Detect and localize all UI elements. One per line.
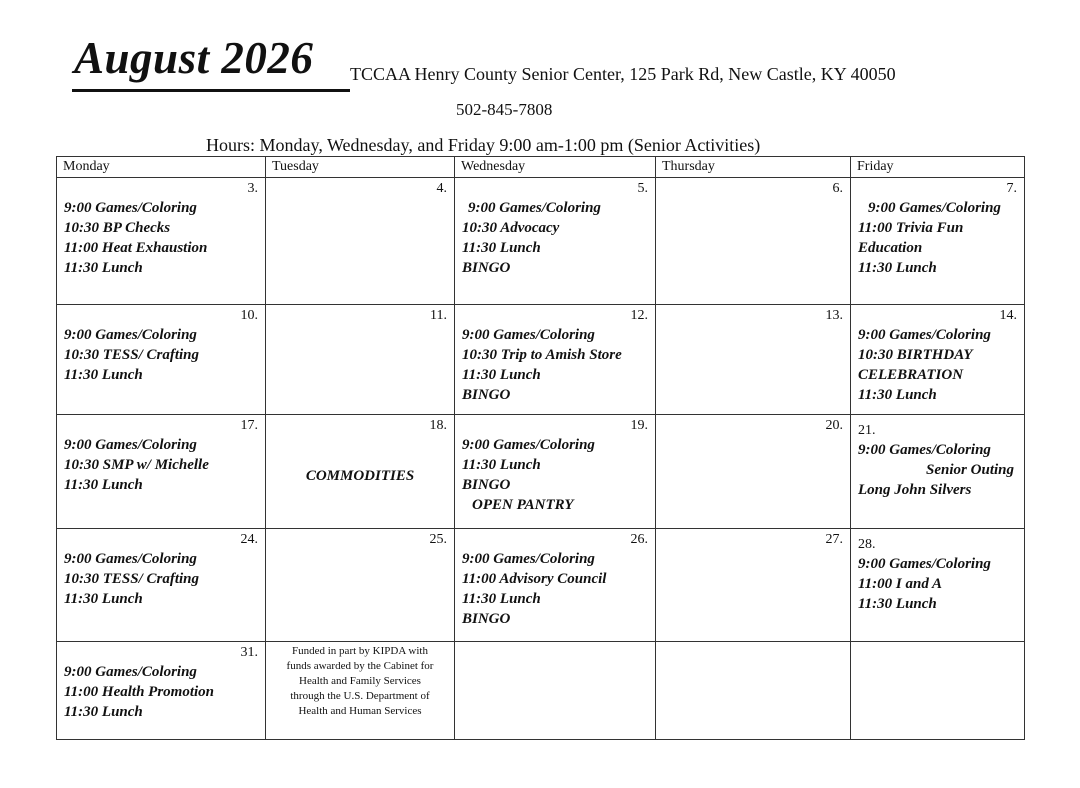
day-number: 20.	[825, 418, 843, 433]
event-item: 10:30 TESS/ Crafting	[64, 347, 200, 364]
day-number: 7.	[1006, 181, 1017, 196]
event-item: 9:00 Games/Coloring	[64, 664, 197, 681]
event-item: 9:00 Games/Coloring	[858, 442, 991, 459]
day-cell	[455, 415, 656, 529]
event-item: 9:00 Games/Coloring	[462, 437, 595, 454]
day-number: 11.	[430, 308, 447, 323]
event-item: 10:30 SMP w/ Michelle	[64, 457, 209, 474]
event-item: 9:00 Games/Coloring	[858, 556, 991, 573]
empty-day-cell	[851, 642, 1025, 740]
day-number: 27.	[825, 532, 843, 547]
hours-line: Hours: Monday, Wednesday, and Friday 9:00 am-1:00 pm (Senior Activities)	[206, 135, 761, 155]
calendar-month-title: August 2026	[74, 33, 314, 83]
day-cell	[656, 415, 851, 529]
event-item: OPEN PANTRY	[472, 497, 574, 514]
event-item: 10:30 Trip to Amish Store	[462, 347, 622, 364]
event-item: 9:00 Games/Coloring	[462, 327, 595, 344]
funding-note	[266, 642, 454, 719]
event-item: 9:00 Games/Coloring	[64, 437, 197, 454]
event-item: 11:30 Lunch	[64, 591, 143, 608]
event-item: 10:30 BP Checks	[64, 220, 171, 237]
event-item: 11:00 Trivia Fun	[858, 220, 964, 237]
day-cell	[266, 305, 455, 415]
event-item: BINGO	[462, 477, 511, 494]
week-row	[57, 305, 1025, 415]
funding-line: Health and Family Services	[299, 675, 421, 687]
day-number: 24.	[240, 532, 258, 547]
event-item: 11:30 Lunch	[858, 260, 937, 277]
day-cell	[57, 415, 266, 529]
event-item: 11:00 Advisory Council	[462, 571, 607, 588]
event-item: 9:00 Games/Coloring	[64, 327, 197, 344]
day-number: 13.	[825, 308, 843, 323]
event-item: Long John Silvers	[858, 482, 972, 499]
day-cell	[455, 529, 656, 642]
day-cell	[656, 529, 851, 642]
day-cell	[656, 305, 851, 415]
day-cell	[57, 178, 266, 305]
day-number: 3.	[247, 181, 258, 196]
event-item: 11:30 Lunch	[858, 387, 937, 404]
event-item: 11:00 Health Promotion	[64, 684, 215, 701]
event-item: BINGO	[462, 387, 511, 404]
day-number: 14.	[999, 308, 1017, 323]
empty-day-cell	[656, 642, 851, 740]
week-row	[57, 178, 1025, 305]
day-number: 28.	[858, 537, 876, 552]
day-cell	[851, 529, 1025, 642]
day-number: 10.	[240, 308, 258, 323]
event-item: 10:30 TESS/ Crafting	[64, 571, 200, 588]
event-item: 11:00 Heat Exhaustion	[64, 240, 208, 257]
weekday-tuesday: Tuesday	[266, 157, 455, 178]
funding-line: Funded in part by KIPDA with	[292, 645, 428, 657]
event-item: 9:00 Games/Coloring	[64, 551, 197, 568]
event-item: 11:30 Lunch	[64, 260, 143, 277]
day-cell	[57, 529, 266, 642]
funding-line: Health and Human Services	[298, 705, 422, 717]
event-item: 11:30 Lunch	[462, 591, 541, 608]
event-item: 11:30 Lunch	[64, 477, 143, 494]
event-item: 11:30 Lunch	[462, 240, 541, 257]
weekday-monday: Monday	[57, 157, 266, 178]
day-cell	[266, 415, 455, 529]
event-item: 10:30 BIRTHDAY	[858, 347, 973, 364]
empty-day-cell	[455, 642, 656, 740]
day-number: 25.	[429, 532, 447, 547]
week-row	[57, 642, 1025, 740]
day-number: 18.	[429, 418, 447, 433]
event-item: 10:30 Advocacy	[462, 220, 560, 237]
funding-note-cell	[266, 642, 455, 740]
title-underline	[72, 89, 350, 92]
event-item: BINGO	[462, 260, 511, 277]
day-cell	[656, 178, 851, 305]
commodities-event: COMMODITIES	[305, 468, 415, 484]
weekday-friday: Friday	[851, 157, 1025, 178]
day-cell	[57, 642, 266, 740]
day-number: 6.	[832, 181, 843, 196]
event-item: 11:30 Lunch	[462, 457, 541, 474]
day-number: 26.	[630, 532, 648, 547]
day-number: 5.	[637, 181, 648, 196]
funding-line: funds awarded by the Cabinet for	[286, 660, 434, 672]
day-number: 12.	[630, 308, 648, 323]
day-cell	[851, 305, 1025, 415]
day-cell	[851, 415, 1025, 529]
day-cell	[266, 178, 455, 305]
event-item: 11:30 Lunch	[64, 704, 143, 721]
day-cell	[455, 178, 656, 305]
event-item: 11:30 Lunch	[64, 367, 143, 384]
event-item: CELEBRATION	[858, 367, 964, 384]
day-cell	[266, 529, 455, 642]
phone-number: 502-845-7808	[456, 100, 553, 119]
day-number: 19.	[630, 418, 648, 433]
day-cell	[851, 178, 1025, 305]
event-item: Senior Outing	[926, 462, 1014, 479]
event-item: BINGO	[462, 611, 511, 628]
day-number: 31.	[240, 645, 258, 660]
event-item: 9:00 Games/Coloring	[868, 200, 1001, 217]
day-number: 21.	[858, 423, 876, 438]
weekday-wednesday: Wednesday	[455, 157, 656, 178]
weekday-thursday: Thursday	[656, 157, 851, 178]
week-row	[57, 529, 1025, 642]
event-item: 9:00 Games/Coloring	[468, 200, 601, 217]
event-item: 11:30 Lunch	[462, 367, 541, 384]
day-number: 17.	[240, 418, 258, 433]
organization-address: TCCAA Henry County Senior Center, 125 Park Rd, New Castle, KY 40050	[350, 64, 896, 84]
event-item: 9:00 Games/Coloring	[858, 327, 991, 344]
day-number: 4.	[436, 181, 447, 196]
event-item: Education	[858, 240, 923, 257]
week-row	[57, 415, 1025, 529]
calendar-grid	[56, 156, 1025, 740]
event-item: 11:00 I and A	[858, 576, 943, 593]
event-item: 9:00 Games/Coloring	[64, 200, 197, 217]
weekday-header-row	[57, 157, 1025, 178]
funding-line: through the U.S. Department of	[290, 690, 430, 702]
event-item: 9:00 Games/Coloring	[462, 551, 595, 568]
day-cell	[57, 305, 266, 415]
day-cell	[455, 305, 656, 415]
event-item: 11:30 Lunch	[858, 596, 937, 613]
